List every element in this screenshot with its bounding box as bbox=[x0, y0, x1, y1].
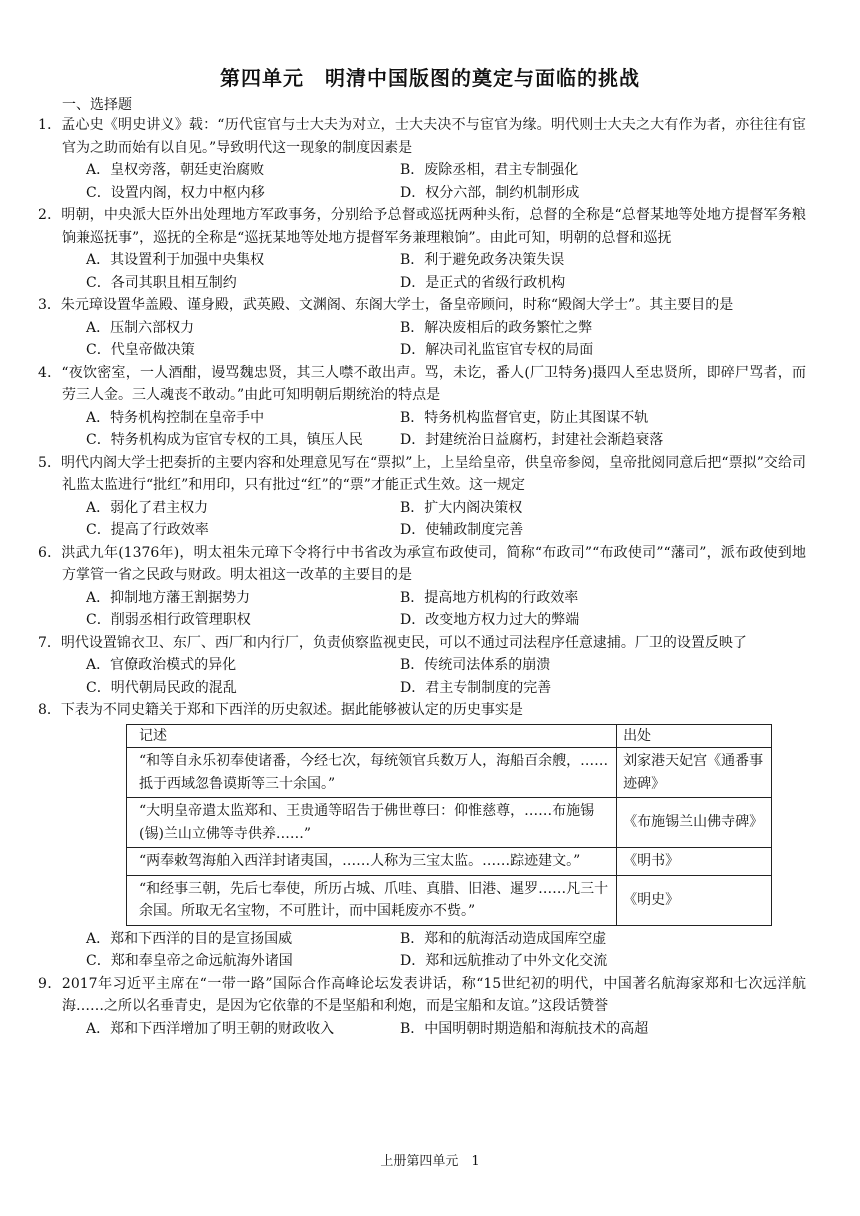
option-b: B．利于避免政务决策失误 bbox=[400, 252, 565, 268]
question-7 bbox=[38, 632, 806, 700]
option-b: B．扩大内阁决策权 bbox=[400, 499, 523, 516]
options bbox=[38, 407, 806, 452]
option-c: C．明代朝局民政的混乱 bbox=[86, 679, 237, 696]
table-header-row bbox=[127, 724, 772, 748]
table-header-source: 出处 bbox=[617, 724, 772, 748]
options bbox=[38, 928, 806, 973]
question-stem: 9．2017年习近平主席在“一带一路”国际合作高峰论坛发表讲话，称“15世纪初的明代，中国著名航海家郑和七次远洋航海……之所以名垂青史，是因为它依靠的不是坚船和利炮，而是宝船和友谊。”这段话赞誉 bbox=[38, 975, 806, 1014]
option-d: D．是正式的省级行政机构 bbox=[400, 274, 566, 291]
option-c: C．郑和奉皇帝之命远航海外诸国 bbox=[86, 953, 293, 969]
option-b: B．特务机构监督官吏，防止其图谋不轨 bbox=[400, 409, 649, 426]
options bbox=[38, 497, 806, 542]
option-b: B．废除丞相，君主专制强化 bbox=[400, 162, 579, 178]
options bbox=[38, 587, 806, 632]
question-list bbox=[38, 114, 806, 1040]
question-stem: 3．朱元璋设置华盖殿、谨身殿，武英殿、文渊阁、东阁大学士，备皇帝顾问，时称“殿阁大学士”。其主要目的是 bbox=[38, 297, 734, 313]
table-cell-source: 《明书》 bbox=[617, 848, 772, 876]
question-8 bbox=[38, 699, 806, 973]
table-cell-record: “大明皇帝遣太监郑和、王贵通等昭告于佛世尊曰：仰惟慈尊，……布施锡(锡)兰山立佛等寺供养……” bbox=[127, 798, 617, 848]
option-d: D．改变地方权力过大的弊端 bbox=[400, 612, 580, 628]
table-row bbox=[127, 748, 772, 798]
option-a: A．郑和下西洋的目的是宣扬国威 bbox=[86, 930, 293, 947]
option-d: D．郑和远航推动了中外文化交流 bbox=[400, 953, 608, 969]
options bbox=[38, 654, 806, 699]
option-a: A．其设置利于加强中央集权 bbox=[86, 252, 265, 268]
question-4 bbox=[38, 362, 806, 452]
option-c: C．提高了行政效率 bbox=[86, 522, 209, 538]
question-9 bbox=[38, 973, 806, 1041]
table-cell-source: 刘家港天妃宫《通番事迹碑》 bbox=[617, 748, 772, 798]
option-b: B．郑和的航海活动造成国库空虚 bbox=[400, 930, 607, 947]
option-d: D．使辅政制度完善 bbox=[400, 522, 524, 538]
option-a: A．压制六部权力 bbox=[86, 319, 195, 336]
option-c: C．设置内阁，权力中枢内移 bbox=[86, 184, 265, 201]
question-stem: 6．洪武九年(1376年)，明太祖朱元璋下令将行中书省改为承宣布政使司，简称“布政司”“布政使司”“藩司”，派布政使到地方掌管一省之民政与财政。明太祖这一改革的主要目的是 bbox=[38, 544, 806, 583]
option-a: A．特务机构控制在皇帝手中 bbox=[86, 409, 265, 426]
table-row bbox=[127, 798, 772, 848]
option-c: C．各司其职且相互制约 bbox=[86, 274, 237, 291]
option-d: D．权分六部，制约机制形成 bbox=[400, 184, 580, 201]
question-3 bbox=[38, 294, 806, 362]
question-stem: 7．明代设置锦衣卫、东厂、西厂和内行厂，负责侦察监视吏民，可以不通过司法程序任意逮捕。厂卫的设置反映了 bbox=[38, 634, 747, 651]
option-d: D．封建统治日益腐朽，封建社会渐趋衰落 bbox=[400, 432, 664, 448]
option-a: A．官僚政治模式的异化 bbox=[86, 657, 237, 673]
table-row bbox=[127, 875, 772, 925]
question-stem: 8．下表为不同史籍关于郑和下西洋的历史叙述。据此能够被认定的历史事实是 bbox=[38, 702, 523, 718]
option-a: A．皇权旁落，朝廷吏治腐败 bbox=[86, 162, 265, 178]
option-a: A．郑和下西洋增加了明王朝的财政收入 bbox=[86, 1020, 335, 1037]
table-cell-record: “和经事三朝，先后七奉使，所历占城、爪哇、真腊、旧港、暹罗……凡三十余国。所取无名宝物，不可胜计，而中国耗废亦不赀。” bbox=[127, 875, 617, 925]
option-c: C．特务机构成为宦官专权的工具，镇压人民 bbox=[86, 432, 363, 448]
table-cell-record: “和等自永乐初奉使诸番，今经七次，每统领官兵数万人，海船百余艘，……抵于西域忽鲁谟斯等三十余国。” bbox=[127, 748, 617, 798]
option-b: B．中国明朝时期造船和海航技术的高超 bbox=[400, 1020, 649, 1037]
question-stem: 4．“夜饮密室，一人酒酣，谩骂魏忠贤，其三人噤不敢出声。骂，未讫，番人(厂卫特务)摄四人至忠贤所，即碎尸骂者，而劳三人金。三人魂丧不敢动。”由此可知明朝后期统治的特点是 bbox=[38, 364, 806, 403]
option-a: A．弱化了君主权力 bbox=[86, 499, 209, 516]
option-b: B．传统司法体系的崩溃 bbox=[400, 657, 551, 673]
table-cell-source: 《明史》 bbox=[617, 875, 772, 925]
section-heading: 一、选择题 bbox=[62, 97, 132, 113]
table-cell-source: 《布施锡兰山佛寺碑》 bbox=[617, 798, 772, 848]
option-c: C．削弱丞相行政管理职权 bbox=[86, 612, 251, 628]
question-6 bbox=[38, 542, 806, 632]
options bbox=[38, 1018, 806, 1041]
table-header-record: 记述 bbox=[127, 724, 617, 748]
option-b: B．提高地方机构的行政效率 bbox=[400, 589, 579, 606]
option-b: B．解决废相后的政务繁忙之弊 bbox=[400, 319, 593, 336]
question-5 bbox=[38, 452, 806, 542]
option-c: C．代皇帝做决策 bbox=[86, 342, 195, 358]
option-d: D．解决司礼监宦官专权的局面 bbox=[400, 342, 594, 358]
question-stem: 5．明代内阁大学士把奏折的主要内容和处理意见写在“票拟”上，上呈给皇帝，供皇帝参阅，皇帝批阅同意后把“票拟”交给司礼监太监进行“批红”和用印，只有批过“红”的“票”才能正式生效。这一规定 bbox=[38, 454, 806, 493]
table-row bbox=[127, 848, 772, 876]
question-stem: 1．孟心史《明史讲义》载：“历代宦官与士大夫为对立，士大夫决不与宦官为缘。明代则士大夫之大有作为者，亦往往有宦官为之助而始有以自见。”导致明代这一现象的制度因素是 bbox=[38, 117, 806, 156]
option-a: A．抑制地方藩王割据势力 bbox=[86, 589, 251, 606]
options bbox=[38, 317, 806, 362]
question-2 bbox=[38, 204, 806, 294]
option-d: D．君主专制制度的完善 bbox=[400, 679, 552, 696]
question-1 bbox=[38, 114, 806, 204]
table-cell-record: “两奉敕驾海舶入西洋封诸夷国，……人称为三宝太监。……踪迹建文。” bbox=[127, 848, 617, 876]
options bbox=[38, 159, 806, 204]
options bbox=[38, 249, 806, 294]
question-stem: 2．明朝，中央派大臣外出处理地方军政事务，分别给予总督或巡抚两种头衔，总督的全称是“总督某地等处地方提督军务粮饷兼巡抚事”，巡抚的全称是“巡抚某地等处地方提督军务兼理粮饷”。由此可知，明朝的总督和巡抚 bbox=[38, 207, 806, 246]
unit-title: 第四单元 明清中国版图的奠定与面临的挑战 bbox=[220, 66, 640, 90]
page-footer: 上册第四单元 1 bbox=[380, 1154, 480, 1169]
source-table bbox=[126, 724, 772, 926]
